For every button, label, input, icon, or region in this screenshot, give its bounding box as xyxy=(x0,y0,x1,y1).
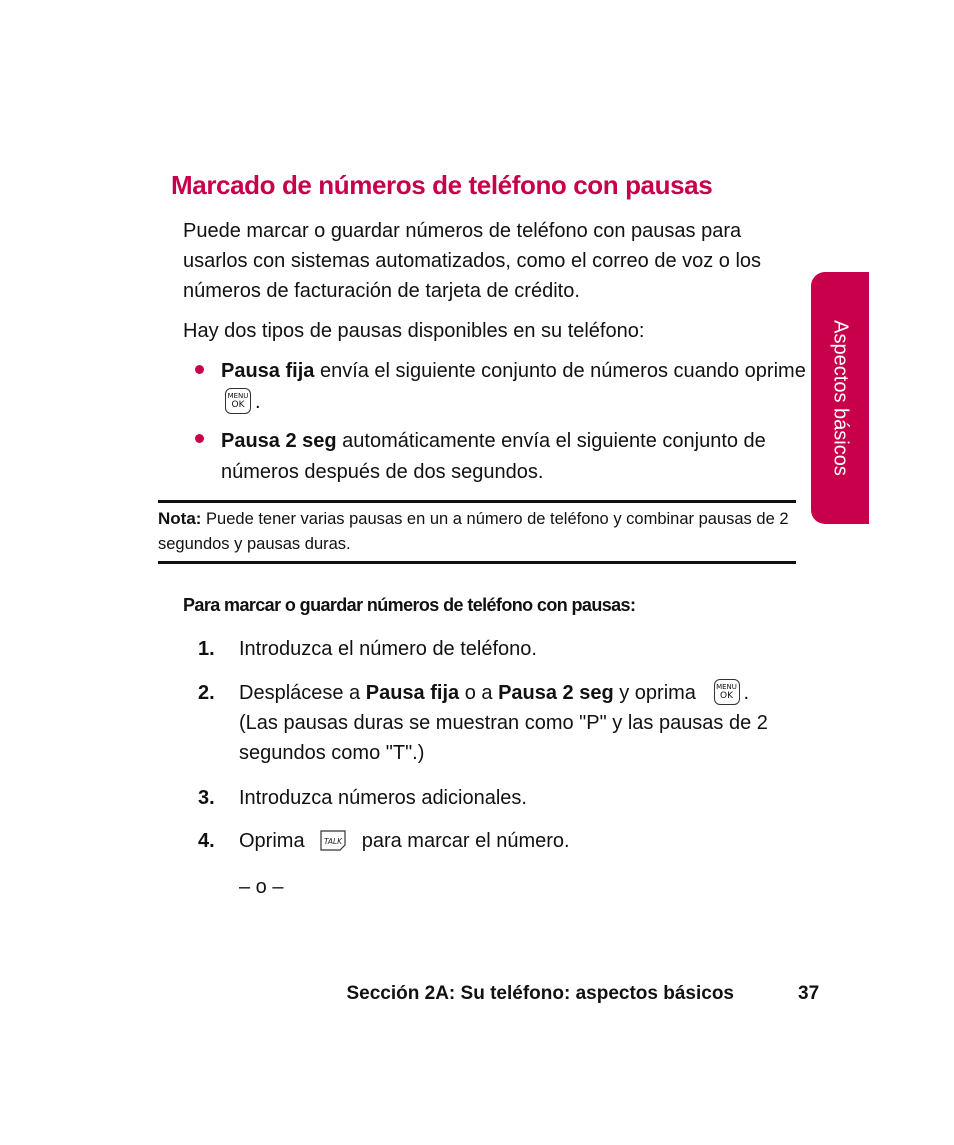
bullet-term: Pausa fija xyxy=(221,360,315,382)
bullet-text: automáticamente envía el siguiente conjunto de números después de dos segundos. xyxy=(221,430,766,483)
bullet-pausa-2-seg xyxy=(221,426,811,488)
procedure-heading: Para marcar o guardar números de teléfono con pausas: xyxy=(183,595,636,615)
or-separator: – o – xyxy=(239,876,284,898)
footer-section: Sección 2A: Su teléfono: aspectos básicos xyxy=(346,983,734,1004)
bullet-text: envía el siguiente conjunto de números cuando oprime xyxy=(314,360,806,382)
term-pausa-fija: Pausa fija xyxy=(365,682,460,704)
step-text: Introduzca el número de teléfono. xyxy=(239,638,537,660)
step-number: 1. xyxy=(198,638,215,660)
side-tab-label: Aspectos básicos xyxy=(829,320,852,476)
step-text: Desplácese a Pausa fija o a Pausa 2 seg y oprima MENU OK . (Las pausas duras se muestran como "P" y las pausas de 2 segundos como "T".) xyxy=(239,678,804,768)
menu-ok-key-icon: MENU OK xyxy=(714,679,740,705)
bullet-pausa-fija: Pausa fija envía el siguiente conjunto de números cuando oprime MENU OK . xyxy=(221,360,806,413)
step-text: Introduzca números adicionales. xyxy=(239,787,527,809)
step-number: 2. xyxy=(198,682,215,704)
svg-text:TALK: TALK xyxy=(324,836,343,846)
types-sentence: Hay dos tipos de pausas disponibles en su teléfono: xyxy=(183,320,645,342)
bullet-term: Pausa 2 seg xyxy=(221,430,337,452)
note-top-rule xyxy=(158,500,796,503)
bullet-marker xyxy=(195,365,204,374)
term-pausa-2-seg: Pausa 2 seg xyxy=(498,682,614,704)
bullet-marker xyxy=(195,434,204,443)
note-text: Puede tener varias pausas en un a número de teléfono y combinar pausas de 2 segundos y pausas duras. xyxy=(158,510,789,553)
talk-key-icon xyxy=(318,827,348,853)
intro-paragraph: Puede marcar o guardar números de teléfono con pausas para usarlos con sistemas automatizados, como el correo de voz o los números de facturación de tarjeta de crédito. xyxy=(183,220,762,302)
note xyxy=(158,506,798,557)
step-number: 3. xyxy=(198,787,215,809)
menu-ok-key-icon: MENU OK xyxy=(225,388,251,414)
step-text: Oprima TALK para marcar el número. xyxy=(239,826,804,856)
side-tab xyxy=(811,272,869,524)
note-bottom-rule xyxy=(158,561,796,564)
page-number: 37 xyxy=(798,983,820,1004)
step-number: 4. xyxy=(198,830,215,852)
note-label: Nota: xyxy=(158,509,202,528)
section-title: Marcado de números de teléfono con pausas xyxy=(171,170,713,200)
